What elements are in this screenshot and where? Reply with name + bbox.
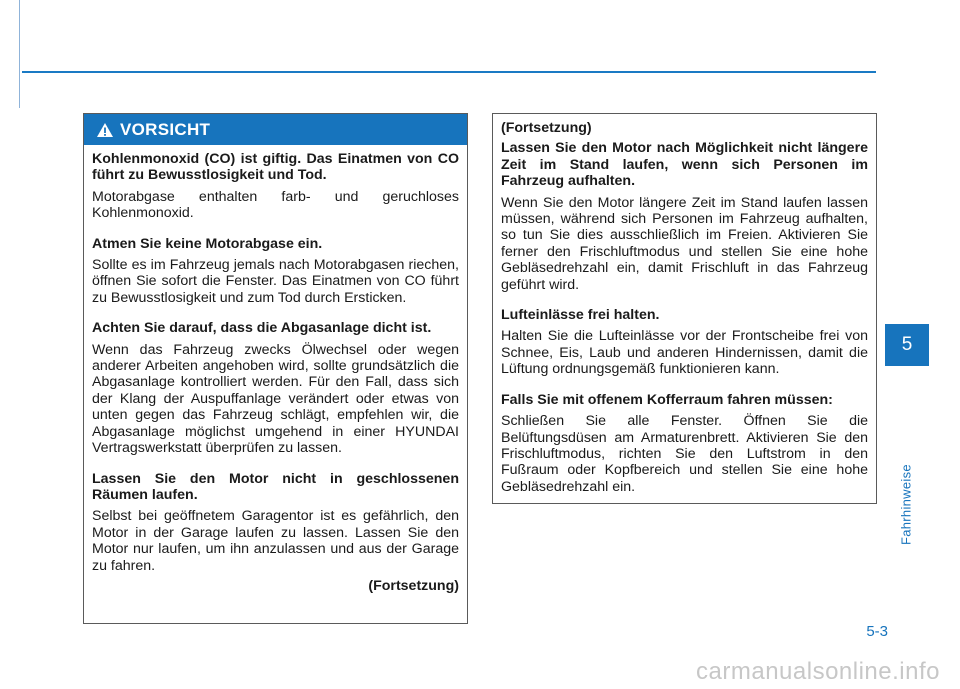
section-text: Wenn Sie den Motor längere Zeit im Stand laufen lassen müssen, während sich Personen im Fahrzeug aufhalten, so tun Sie dies ausschließlich im Freien. Aktivieren Sie ferner den Frischluftmodus und stellen Sie eine hohe Gebläsedrehzahl ein, damit Frischluft in das Fahrzeug geführt wird. (501, 194, 868, 293)
continued-label: (Fortsetzung) (368, 577, 459, 594)
section-text: Halten Sie die Lufteinlässe vor der Frontscheibe frei von Schnee, Eis, Laub und anderen Hindernissen, damit die Lüftung ordnungsgemäß funktionieren kann. (501, 328, 868, 378)
chapter-label: Fahrhinweise (898, 464, 914, 545)
section-text: Wenn das Fahrzeug zwecks Ölwechsel oder wegen anderer Arbeiten angehoben wird, sollte grundsätzlich die Abgasanlage kontrolliert werden. Für den Fall, dass sich der Klang der Auspuffanlage verändert oder etwas von unten gegen das Fahrzeug schlägt, empfehlen wir, die Abgasanlage möglichst umgehend in einer HYUNDAI Vertragswerkstatt überprüfen zu lassen. (92, 341, 459, 457)
section-text: Schließen Sie alle Fenster. Öffnen Sie die Belüftungsdüsen am Armaturenbrett. Aktivieren Sie den Frischluftmodus, richten Sie den Luftstrom in den Fußraum oder Kopfbereich und stellen Sie eine hohe Gebläsedrehzahl ein. (501, 413, 868, 495)
section-heading: Falls Sie mit offenem Kofferraum fahren müssen: (501, 391, 833, 408)
section-heading: Lufteinlässe frei halten. (501, 307, 660, 324)
page-number: 5-3 (866, 623, 888, 640)
caution-content-right (493, 114, 876, 495)
section-text: Motorabgase enthalten farb- und geruchloses Kohlenmonoxid. (92, 188, 459, 222)
continued-header: (Fortsetzung) (501, 120, 592, 136)
section-heading: Lassen Sie den Motor nach Möglichkeit nicht längere Zeit im Stand laufen, wenn sich Personen im Fahrzeug aufhalten. (501, 140, 868, 190)
chapter-number: 5 (901, 334, 913, 355)
caution-box (83, 113, 468, 624)
caution-content-left (84, 145, 467, 594)
section-heading: Achten Sie darauf, dass die Abgasanlage dicht ist. (92, 320, 432, 337)
caution-title: VORSICHT (120, 119, 211, 139)
warning-triangle-icon (96, 122, 114, 138)
section-heading: Lassen Sie den Motor nicht in geschlossenen Räumen laufen. (92, 470, 459, 503)
section-heading: Atmen Sie keine Motorabgase ein. (92, 235, 323, 252)
watermark: carmanualsonline.info (696, 658, 940, 685)
chapter-tab[interactable] (885, 324, 929, 366)
section-heading: Kohlenmonoxid (CO) ist giftig. Das Einatmen von CO führt zu Bewusstlosigkeit und Tod. (92, 151, 459, 184)
left-margin-rule (19, 0, 20, 108)
caution-continued-box (492, 113, 877, 504)
caution-header (84, 114, 467, 145)
header-rule (22, 71, 876, 73)
section-text: Selbst bei geöffnetem Garagentor ist es gefährlich, den Motor in der Garage laufen zu lassen. Lassen Sie den Motor nur laufen, um ihn anzulassen und aus der Garage zu fahren. (92, 508, 459, 574)
section-text: Sollte es im Fahrzeug jemals nach Motorabgasen riechen, öffnen Sie sofort die Fenster. Das Einatmen von CO führt zu Bewusstlosigkeit und zum Tod durch Ersticken. (92, 257, 459, 306)
